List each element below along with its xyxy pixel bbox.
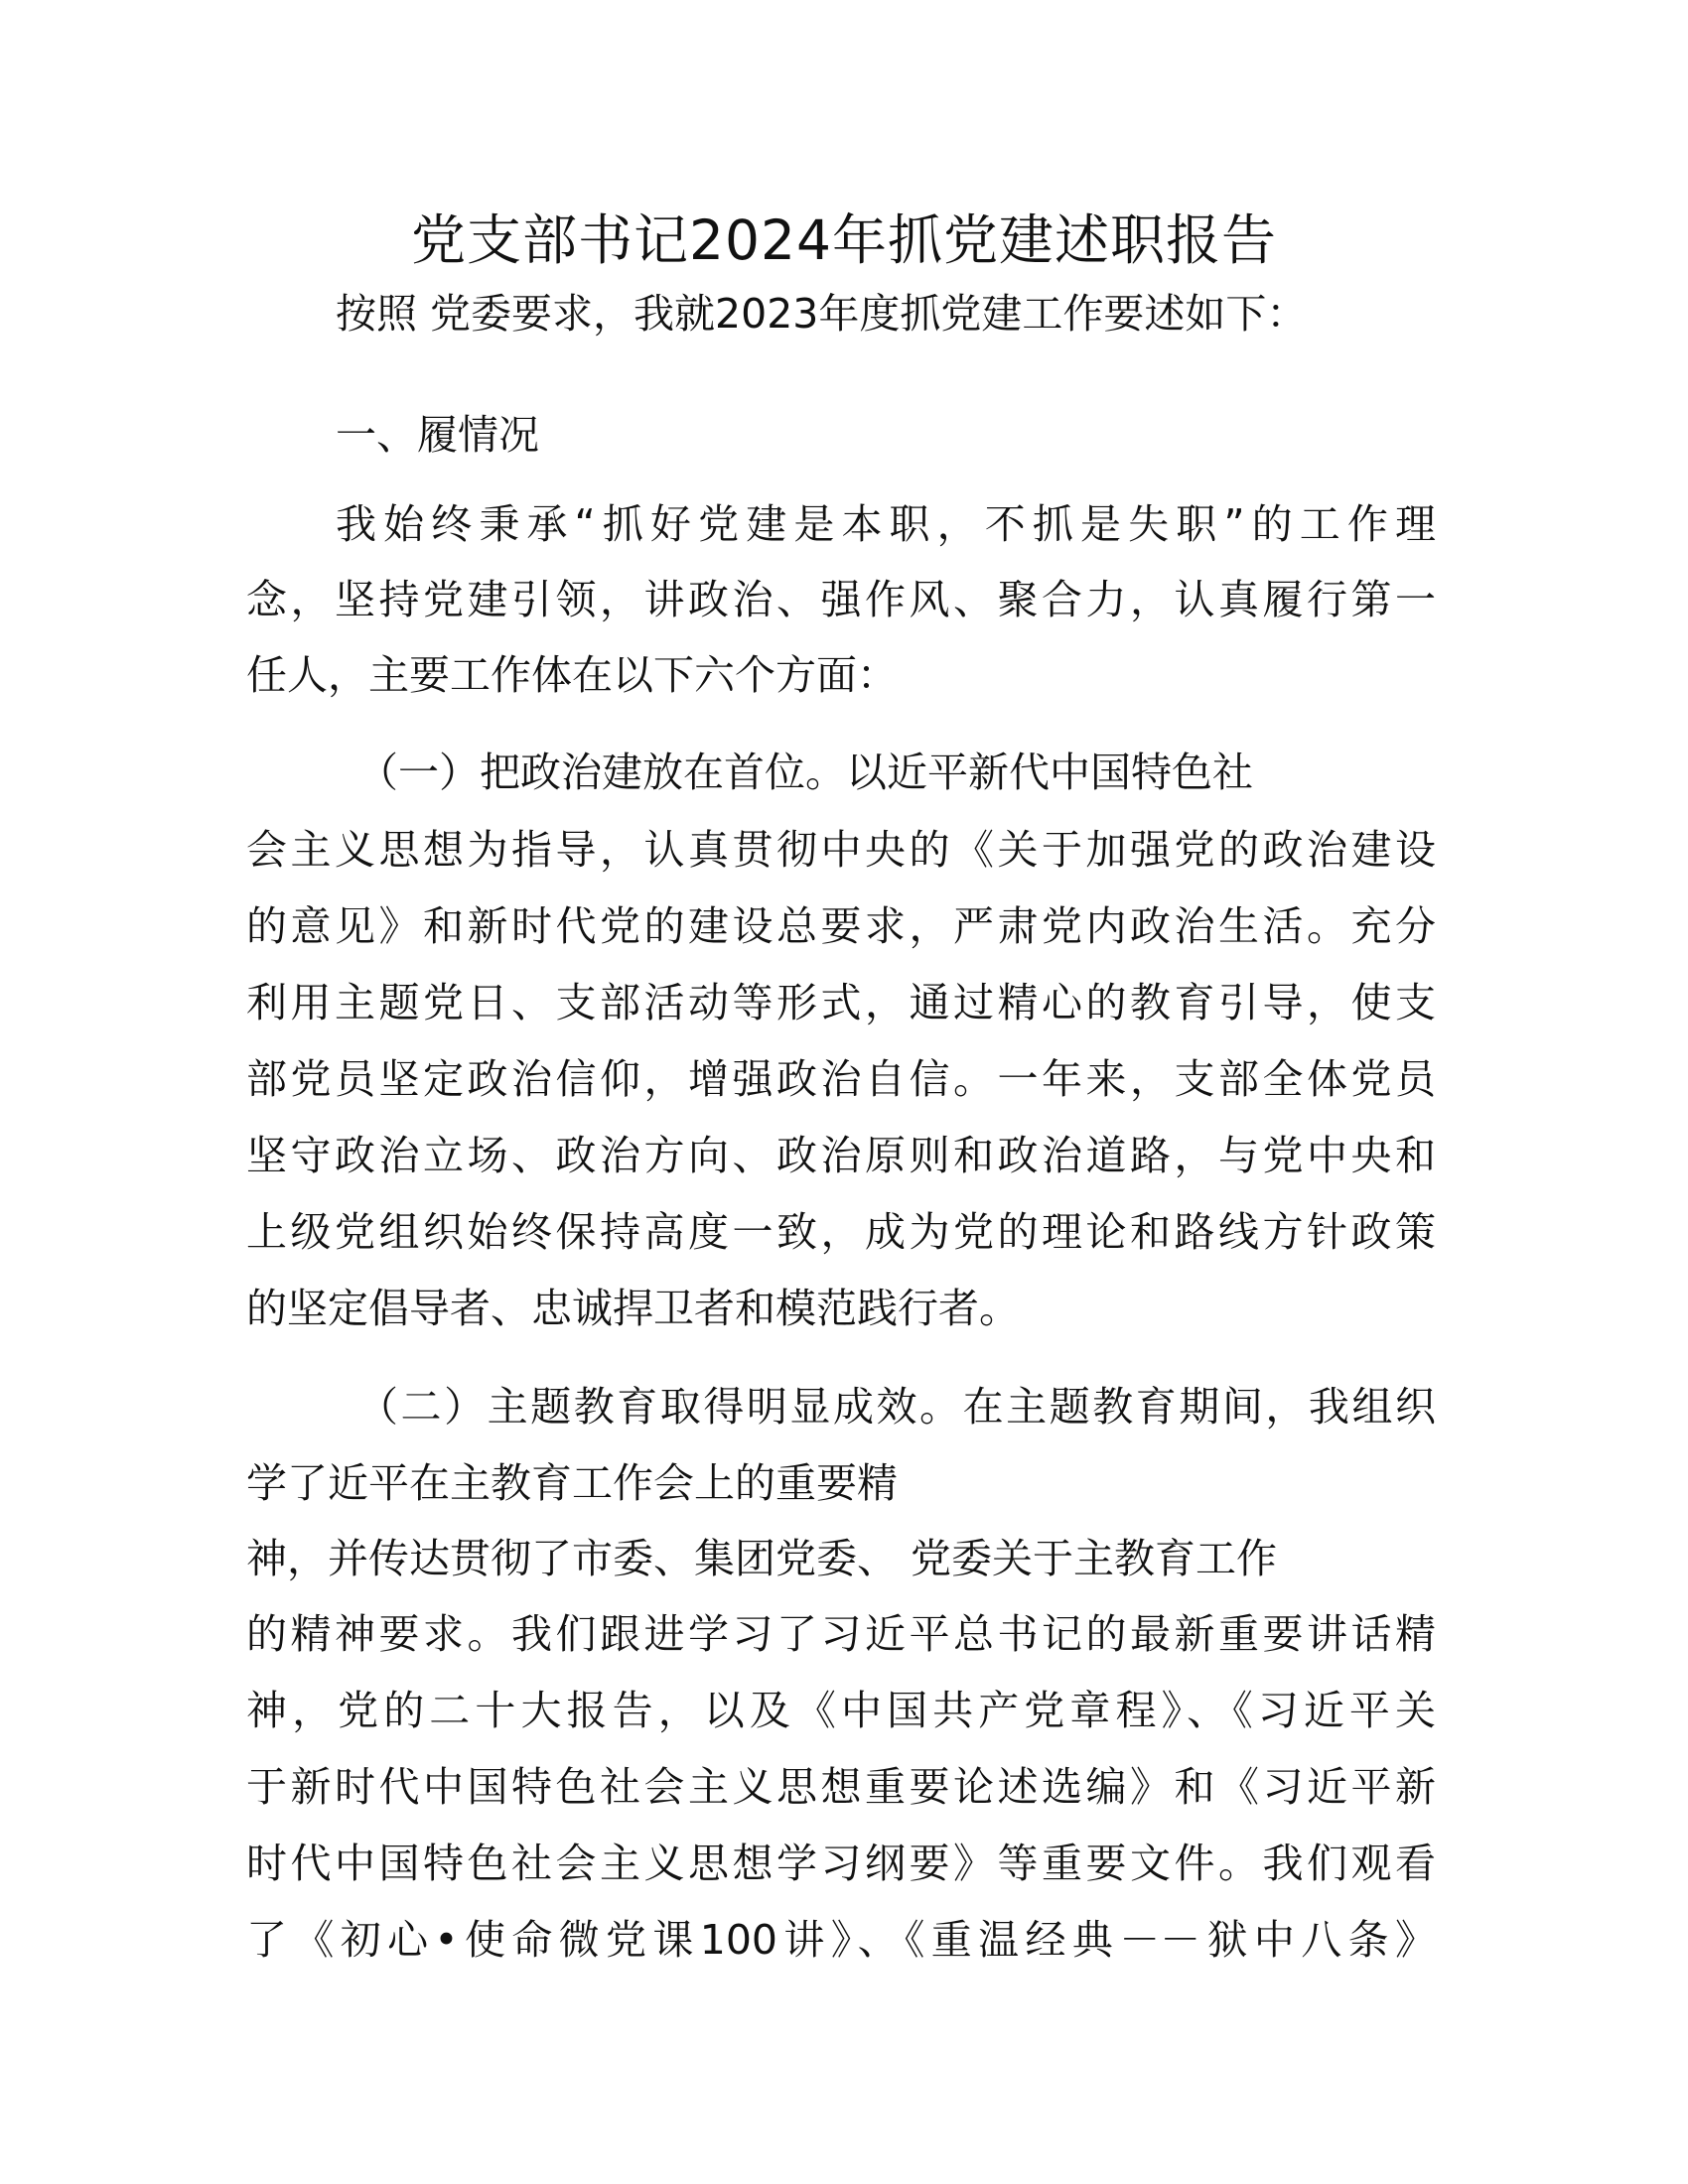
intro-paragraph: 按照 党委要求，我就2023年度抓党建工作要述如下： — [336, 290, 1308, 338]
paragraph-line: 学了近平在主教育工作会上的重要精 — [246, 1459, 898, 1507]
paragraph-line: 念，坚持党建引领，讲政治、强作风、聚合力，认真履行第一 — [246, 576, 1436, 623]
paragraph-line: 坚守政治立场、政治方向、政治原则和政治道路，与党中央和 — [246, 1132, 1436, 1179]
paragraph-line: 利用主题党日、支部活动等形式，通过精心的教育引导，使支 — [246, 979, 1436, 1026]
paragraph-line: 会主义思想为指导，认真贯彻中央的《关于加强党的政治建设 — [246, 826, 1436, 874]
paragraph-line: 我始终秉承“抓好党建是本职，不抓是失职”的工作理 — [336, 500, 1436, 548]
paragraph-line: （一）把政治建放在首位。以近平新代中国特色社 — [357, 749, 1253, 796]
paragraph-line: 部党员坚定政治信仰，增强政治自信。一年来，支部全体党员 — [246, 1055, 1436, 1103]
paragraph-line: 神，并传达贯彻了市委、集团党委、 党委关于主教育工作 — [246, 1535, 1278, 1582]
section-heading: 一、履情况 — [336, 411, 539, 459]
document-title: 党支部书记2024年抓党建述职报告 — [411, 208, 1277, 272]
paragraph-line: 任人，主要工作体在以下六个方面： — [246, 651, 898, 699]
paragraph-line: 的精神要求。我们跟进学习了习近平总书记的最新重要讲话精 — [246, 1610, 1436, 1658]
paragraph-line: （二）主题教育取得明显成效。在主题教育期间，我组织 — [357, 1383, 1436, 1431]
paragraph-line: 于新时代中国特色社会主义思想重要论述选编》和《习近平新 — [246, 1763, 1436, 1811]
paragraph-line: 的坚定倡导者、忠诚捍卫者和模范践行者。 — [246, 1285, 1020, 1332]
paragraph-line: 时代中国特色社会主义思想学习纲要》等重要文件。我们观看 — [246, 1840, 1436, 1887]
paragraph-line: 的意见》和新时代党的建设总要求，严肃党内政治生活。充分 — [246, 902, 1436, 950]
paragraph-line: 了《初心•使命微党课100讲》、《重温经典－－狱中八条》 — [246, 1916, 1436, 1964]
paragraph-line: 上级党组织始终保持高度一致，成为党的理论和路线方针政策 — [246, 1208, 1436, 1256]
paragraph-line: 神，党的二十大报告，以及《中国共产党章程》、《习近平关 — [246, 1687, 1436, 1734]
